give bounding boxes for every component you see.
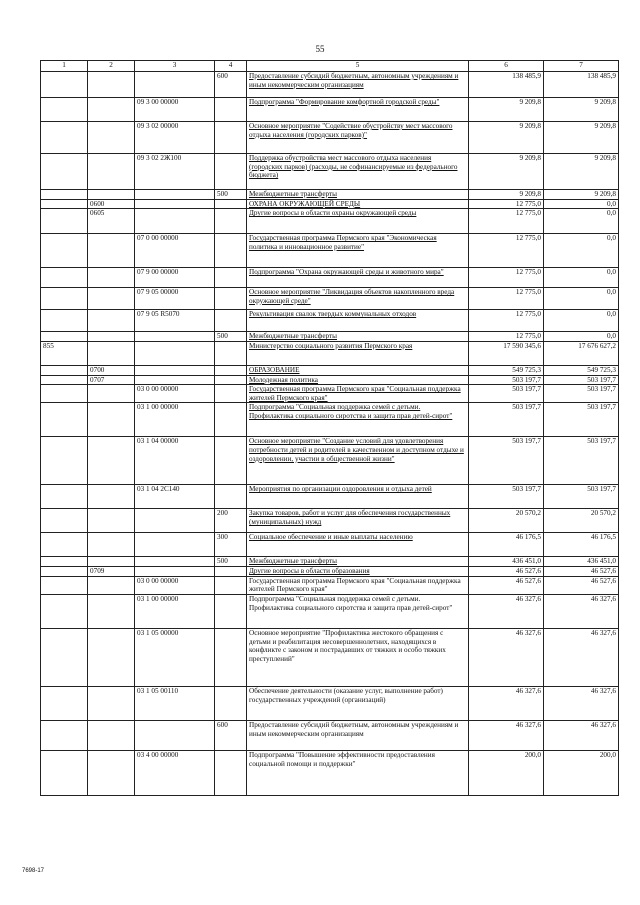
section-code-cell: 0700 [88,365,135,375]
table-row [41,403,619,437]
expense-type-cell [215,567,247,577]
ministry-code-cell [41,629,88,687]
amount-year2-cell: 0,0 [544,288,619,310]
amount-year1-cell: 138 485,9 [469,72,544,98]
section-code-cell [88,687,135,721]
amount-year1-cell: 549 725,3 [469,365,544,375]
column-number-row [41,61,619,72]
ministry-code-cell [41,190,88,200]
description-cell: Основное мероприятие "Ликвидация объектов накопленного вреда окружающей среде" [247,288,469,310]
ministry-code-cell [41,576,88,594]
table-row [41,485,619,509]
ministry-code-cell [41,509,88,533]
target-item-cell [135,341,215,365]
expense-type-cell [215,122,247,154]
document-code: 7698-17 [22,868,45,874]
section-code-cell [88,268,135,288]
ministry-code-cell [41,122,88,154]
expense-type-cell: 500 [215,190,247,200]
amount-year1-cell: 9 209,8 [469,154,544,190]
table-row [41,72,619,98]
expense-type-cell [215,385,247,403]
target-item-cell [135,72,215,98]
amount-year1-cell: 503 197,7 [469,403,544,437]
target-item-cell: 03 0 00 00000 [135,385,215,403]
amount-year2-cell: 503 197,7 [544,375,619,385]
description-cell: Межбюджетные трансферты [247,332,469,342]
table-row [41,154,619,190]
amount-year2-cell: 46 176,5 [544,533,619,557]
expense-type-cell [215,310,247,332]
target-item-cell: 09 3 02 00000 [135,122,215,154]
amount-year2-cell: 0,0 [544,209,619,234]
section-code-cell [88,629,135,687]
expense-type-cell [215,365,247,375]
table-row [41,437,619,485]
table-body [41,72,619,796]
ministry-code-cell [41,154,88,190]
description-cell: Мероприятия по организации оздоровления и отдыха детей [247,485,469,509]
amount-year2-cell: 46 327,6 [544,629,619,687]
expense-type-cell [215,751,247,796]
target-item-cell [135,567,215,577]
target-item-cell: 09 3 00 00000 [135,98,215,122]
description-cell: Основное мероприятие "Создание условий для удовлетворения потребности детей и родителей в качественном и доступном отдыхе и оздоровлении, участии в общественной жизни" [247,437,469,485]
section-code-cell [88,234,135,268]
target-item-cell: 03 1 05 00000 [135,629,215,687]
description-cell: Другие вопросы в области образования [247,567,469,577]
section-code-cell [88,721,135,751]
description-cell: Рекультивация свалок твердых коммунальных отходов [247,310,469,332]
target-item-cell: 03 1 04 00000 [135,437,215,485]
amount-year1-cell: 46 527,6 [469,567,544,577]
amount-year2-cell: 46 327,6 [544,595,619,629]
amount-year2-cell: 0,0 [544,332,619,342]
table-row [41,122,619,154]
amount-year1-cell: 503 197,7 [469,385,544,403]
column-header: 2 [88,61,135,72]
amount-year1-cell: 12 775,0 [469,268,544,288]
amount-year1-cell: 17 590 345,6 [469,341,544,365]
target-item-cell [135,209,215,234]
expense-type-cell [215,576,247,594]
section-code-cell [88,557,135,567]
amount-year1-cell: 12 775,0 [469,234,544,268]
target-item-cell: 03 1 04 2С140 [135,485,215,509]
expense-type-cell [215,687,247,721]
section-code-cell [88,72,135,98]
description-cell: Государственная программа Пермского края "Экономическая политика и инновационное развитие" [247,234,469,268]
amount-year1-cell: 9 209,8 [469,98,544,122]
amount-year2-cell: 0,0 [544,199,619,209]
ministry-code-cell [41,557,88,567]
description-cell: Подпрограмма "Охрана окружающей среды и животного мира" [247,268,469,288]
ministry-code-cell [41,268,88,288]
table-row [41,209,619,234]
target-item-cell [135,365,215,375]
description-cell: Государственная программа Пермского края "Социальная поддержка жителей Пермского края" [247,576,469,594]
description-cell: Подпрограмма "Повышение эффективности предоставления социальной помощи и поддержки" [247,751,469,796]
target-item-cell: 03 4 00 00000 [135,751,215,796]
target-item-cell: 07 9 00 00000 [135,268,215,288]
amount-year2-cell: 20 570,2 [544,509,619,533]
amount-year1-cell: 46 327,6 [469,629,544,687]
table-row [41,509,619,533]
section-code-cell [88,288,135,310]
description-cell: Подпрограмма "Социальная поддержка семей с детьми. Профилактика социального сиротства и защита прав детей-сирот" [247,595,469,629]
column-header: 5 [247,61,469,72]
table-row [41,687,619,721]
column-header: 7 [544,61,619,72]
ministry-code-cell [41,567,88,577]
section-code-cell [88,341,135,365]
table-row [41,557,619,567]
expense-type-cell [215,199,247,209]
amount-year2-cell: 549 725,3 [544,365,619,375]
amount-year1-cell: 9 209,8 [469,122,544,154]
amount-year2-cell: 0,0 [544,234,619,268]
amount-year2-cell: 9 209,8 [544,190,619,200]
description-cell: Предоставление субсидий бюджетным, автономным учреждениям и иным некоммерческим организациям [247,721,469,751]
section-code-cell [88,154,135,190]
section-code-cell [88,403,135,437]
column-header: 6 [469,61,544,72]
ministry-code-cell [41,288,88,310]
ministry-code-cell [41,209,88,234]
amount-year1-cell: 20 570,2 [469,509,544,533]
table-row [41,199,619,209]
ministry-code-cell [41,332,88,342]
expense-type-cell: 300 [215,533,247,557]
amount-year1-cell: 46 327,6 [469,687,544,721]
section-code-cell [88,98,135,122]
table-row [41,190,619,200]
description-cell: Предоставление субсидий бюджетным, автономным учреждениям и иным некоммерческим организациям [247,72,469,98]
amount-year1-cell: 46 527,6 [469,576,544,594]
target-item-cell [135,199,215,209]
expense-type-cell [215,288,247,310]
amount-year2-cell: 46 327,6 [544,721,619,751]
section-code-cell: 0709 [88,567,135,577]
expense-type-cell [215,437,247,485]
description-cell: ОХРАНА ОКРУЖАЮЩЕЙ СРЕДЫ [247,199,469,209]
expense-type-cell [215,485,247,509]
expense-type-cell [215,375,247,385]
target-item-cell: 07 0 00 00000 [135,234,215,268]
table-row [41,533,619,557]
table-row [41,721,619,751]
description-cell: Молодежная политика [247,375,469,385]
expense-type-cell: 200 [215,509,247,533]
amount-year1-cell: 12 775,0 [469,310,544,332]
amount-year1-cell: 46 327,6 [469,721,544,751]
target-item-cell: 07 9 05 00000 [135,288,215,310]
table-row [41,288,619,310]
ministry-code-cell [41,310,88,332]
amount-year2-cell: 436 451,0 [544,557,619,567]
description-cell: Межбюджетные трансферты [247,557,469,567]
expense-type-cell: 500 [215,557,247,567]
expense-type-cell [215,234,247,268]
section-code-cell: 0605 [88,209,135,234]
target-item-cell [135,721,215,751]
amount-year2-cell: 0,0 [544,310,619,332]
section-code-cell: 0600 [88,199,135,209]
ministry-code-cell [41,375,88,385]
amount-year1-cell: 12 775,0 [469,199,544,209]
amount-year2-cell: 46 327,6 [544,687,619,721]
target-item-cell: 03 1 00 00000 [135,595,215,629]
amount-year1-cell: 200,0 [469,751,544,796]
expense-type-cell [215,209,247,234]
target-item-cell: 03 0 00 00000 [135,576,215,594]
amount-year2-cell: 9 209,8 [544,98,619,122]
amount-year1-cell: 46 176,5 [469,533,544,557]
description-cell: Основное мероприятие "Содействие обустройству мест массового отдыха населения (городских парков)" [247,122,469,154]
amount-year1-cell: 503 197,7 [469,485,544,509]
expense-type-cell [215,629,247,687]
table-row [41,751,619,796]
table-row [41,98,619,122]
amount-year1-cell: 9 209,8 [469,190,544,200]
target-item-cell [135,332,215,342]
table-row [41,332,619,342]
amount-year2-cell: 138 485,9 [544,72,619,98]
ministry-code-cell [41,98,88,122]
section-code-cell [88,332,135,342]
section-code-cell [88,310,135,332]
amount-year1-cell: 503 197,7 [469,437,544,485]
ministry-code-cell [41,751,88,796]
ministry-code-cell [41,234,88,268]
description-cell: Государственная программа Пермского края "Социальная поддержка жителей Пермского края" [247,385,469,403]
description-cell: Социальное обеспечение и иные выплаты населению [247,533,469,557]
amount-year2-cell: 9 209,8 [544,154,619,190]
expense-type-cell: 500 [215,332,247,342]
table-row [41,375,619,385]
amount-year1-cell: 46 327,6 [469,595,544,629]
section-code-cell [88,122,135,154]
description-cell: Поддержка обустройства мест массового отдыха населения (городских парков) (расходы, не софинансируемые из федерального бюджета) [247,154,469,190]
section-code-cell [88,437,135,485]
amount-year2-cell: 503 197,7 [544,485,619,509]
section-code-cell [88,190,135,200]
target-item-cell: 07 9 05 R5070 [135,310,215,332]
section-code-cell [88,595,135,629]
description-cell: Обеспечение деятельности (оказание услуг, выполнение работ) государственных учреждений (организаций) [247,687,469,721]
description-cell: Подпрограмма "Социальная поддержка семей с детьми. Профилактика социального сиротства и защита прав детей-сирот" [247,403,469,437]
ministry-code-cell [41,485,88,509]
amount-year2-cell: 17 676 627,2 [544,341,619,365]
amount-year1-cell: 503 197,7 [469,375,544,385]
table-row [41,234,619,268]
ministry-code-cell [41,403,88,437]
column-header: 1 [41,61,88,72]
ministry-code-cell: 855 [41,341,88,365]
ministry-code-cell [41,721,88,751]
description-cell: Подпрограмма "Формирование комфортной городской среды" [247,98,469,122]
expense-type-cell [215,98,247,122]
column-header: 4 [215,61,247,72]
table-row [41,268,619,288]
target-item-cell [135,190,215,200]
ministry-code-cell [41,199,88,209]
expense-type-cell: 600 [215,72,247,98]
section-code-cell [88,385,135,403]
table-row [41,341,619,365]
section-code-cell [88,533,135,557]
description-cell: Министерство социального развития Пермского края [247,341,469,365]
amount-year2-cell: 200,0 [544,751,619,796]
amount-year2-cell: 46 527,6 [544,576,619,594]
ministry-code-cell [41,385,88,403]
target-item-cell [135,557,215,567]
table-row [41,567,619,577]
expense-type-cell [215,154,247,190]
table-row [41,365,619,375]
table-row [41,310,619,332]
table-row [41,595,619,629]
amount-year1-cell: 436 451,0 [469,557,544,567]
section-code-cell [88,751,135,796]
target-item-cell: 03 1 05 00110 [135,687,215,721]
target-item-cell [135,509,215,533]
section-code-cell: 0707 [88,375,135,385]
ministry-code-cell [41,365,88,375]
ministry-code-cell [41,595,88,629]
amount-year1-cell: 12 775,0 [469,209,544,234]
description-cell: Межбюджетные трансферты [247,190,469,200]
description-cell: ОБРАЗОВАНИЕ [247,365,469,375]
table-row [41,385,619,403]
amount-year2-cell: 46 527,6 [544,567,619,577]
target-item-cell: 03 1 00 00000 [135,403,215,437]
amount-year1-cell: 12 775,0 [469,288,544,310]
target-item-cell [135,533,215,557]
target-item-cell [135,375,215,385]
page-number: 55 [315,44,325,54]
budget-table [40,60,619,796]
ministry-code-cell [41,437,88,485]
section-code-cell [88,509,135,533]
amount-year2-cell: 503 197,7 [544,403,619,437]
amount-year2-cell: 503 197,7 [544,385,619,403]
amount-year2-cell: 0,0 [544,268,619,288]
expense-type-cell [215,341,247,365]
expense-type-cell [215,268,247,288]
column-header: 3 [135,61,215,72]
amount-year2-cell: 9 209,8 [544,122,619,154]
ministry-code-cell [41,72,88,98]
description-cell: Основное мероприятие "Профилактика жестокого обращения с детьми и реабилитация несовершеннолетних, находящихся в конфликте с законом и пострадавших от тяжких и особо тяжких преступлений" [247,629,469,687]
expense-type-cell [215,595,247,629]
amount-year1-cell: 12 775,0 [469,332,544,342]
table-row [41,629,619,687]
ministry-code-cell [41,687,88,721]
expense-type-cell [215,403,247,437]
amount-year2-cell: 503 197,7 [544,437,619,485]
description-cell: Другие вопросы в области охраны окружающей среды [247,209,469,234]
table-row [41,576,619,594]
description-cell: Закупка товаров, работ и услуг для обеспечения государственных (муниципальных) нужд [247,509,469,533]
expense-type-cell: 600 [215,721,247,751]
section-code-cell [88,576,135,594]
section-code-cell [88,485,135,509]
target-item-cell: 09 3 02 2Ж100 [135,154,215,190]
ministry-code-cell [41,533,88,557]
